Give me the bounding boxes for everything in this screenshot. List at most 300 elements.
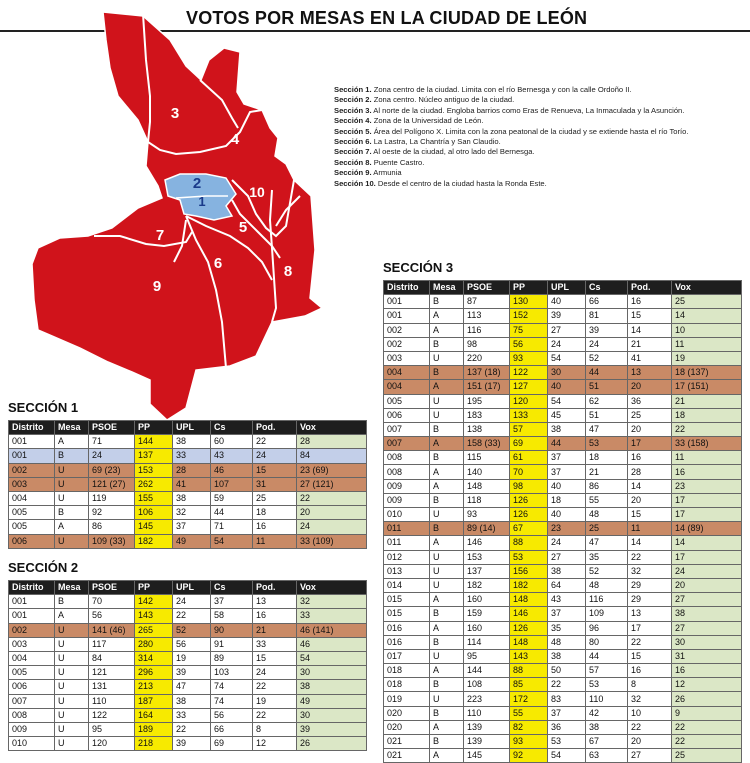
cell-mesa: B [430, 635, 464, 649]
cell-psoe: 115 [464, 451, 510, 465]
cell-pp: 182 [510, 578, 548, 592]
cell-upl: 37 [548, 451, 586, 465]
cell-mesa: U [55, 722, 89, 736]
cell-cs: 25 [586, 522, 628, 536]
cell-pod: 14 [628, 323, 672, 337]
cell-pp: 153 [135, 463, 173, 477]
cell-upl: 40 [548, 508, 586, 522]
table-row [384, 437, 742, 451]
cell-upl: 41 [173, 477, 211, 491]
cell-psoe: 195 [464, 394, 510, 408]
cell-cs: 54 [211, 534, 253, 548]
table-row [384, 735, 742, 749]
cell-upl: 52 [173, 623, 211, 637]
table-row [384, 607, 742, 621]
cell-cs: 81 [586, 309, 628, 323]
cell-mesa: B [430, 607, 464, 621]
cell-mesa: A [430, 323, 464, 337]
cell-upl: 49 [173, 534, 211, 548]
cell-vox: 17 [672, 508, 742, 522]
cell-psoe: 95 [464, 649, 510, 663]
cell-distrito: 009 [384, 479, 430, 493]
cell-psoe: 119 [89, 491, 135, 505]
table-row [9, 449, 367, 463]
cell-pod: 17 [628, 437, 672, 451]
cell-cs: 48 [586, 578, 628, 592]
cell-pp: 213 [135, 680, 173, 694]
cell-pod: 18 [253, 506, 297, 520]
cell-psoe: 114 [464, 635, 510, 649]
cell-mesa: A [430, 437, 464, 451]
cell-vox: 14 [672, 309, 742, 323]
cell-psoe: 137 [464, 564, 510, 578]
cell-pod: 8 [253, 722, 297, 736]
cell-cs: 74 [211, 680, 253, 694]
cell-distrito: 006 [9, 534, 55, 548]
cell-distrito: 010 [384, 508, 430, 522]
cell-upl: 24 [173, 595, 211, 609]
cell-pod: 20 [628, 493, 672, 507]
cell-mesa: A [430, 536, 464, 550]
cell-upl: 54 [548, 749, 586, 763]
cell-pod: 16 [253, 609, 297, 623]
table-row [9, 722, 367, 736]
cell-mesa: U [430, 564, 464, 578]
table-row [384, 366, 742, 380]
cell-mesa: B [55, 595, 89, 609]
cell-psoe: 153 [464, 550, 510, 564]
cell-mesa: A [430, 380, 464, 394]
cell-vox: 17 [672, 493, 742, 507]
cell-psoe: 92 [89, 506, 135, 520]
legend-label: Sección 3. [334, 105, 372, 115]
cell-psoe: 118 [464, 493, 510, 507]
column-header-vox: Vox [297, 581, 367, 595]
cell-upl: 40 [548, 295, 586, 309]
cell-psoe: 141 (46) [89, 623, 135, 637]
table-row [384, 621, 742, 635]
table-row [9, 694, 367, 708]
cell-cs: 56 [211, 708, 253, 722]
cell-mesa: B [55, 506, 89, 520]
cell-mesa: A [430, 309, 464, 323]
cell-mesa: U [55, 491, 89, 505]
table-row [9, 680, 367, 694]
section-3-table [383, 280, 742, 763]
column-header-cs: Cs [211, 581, 253, 595]
cell-cs: 80 [586, 635, 628, 649]
cell-vox: 22 [672, 735, 742, 749]
cell-vox: 10 [672, 323, 742, 337]
legend-text: La Lastra, La Chantría y San Claudio. [371, 137, 501, 147]
legend-item [334, 95, 744, 105]
cell-distrito: 001 [9, 609, 55, 623]
cell-mesa: A [430, 465, 464, 479]
cell-cs: 18 [586, 451, 628, 465]
cell-distrito: 008 [384, 451, 430, 465]
cell-cs: 89 [211, 651, 253, 665]
cell-psoe: 145 [464, 749, 510, 763]
cell-mesa: B [430, 706, 464, 720]
cell-vox: 30 [297, 666, 367, 680]
cell-distrito: 007 [9, 694, 55, 708]
cell-mesa: B [430, 366, 464, 380]
cell-vox: 39 [297, 722, 367, 736]
cell-pp: 137 [135, 449, 173, 463]
cell-pod: 22 [628, 720, 672, 734]
table-row [384, 295, 742, 309]
section-1-table [8, 420, 367, 549]
table-row [384, 692, 742, 706]
cell-vox: 23 (69) [297, 463, 367, 477]
cell-mesa: A [430, 593, 464, 607]
cell-upl: 27 [548, 323, 586, 337]
map-label-3: 3 [170, 105, 180, 122]
column-header-pp: PP [135, 421, 173, 435]
cell-pp: 145 [135, 520, 173, 534]
cell-pod: 41 [628, 351, 672, 365]
column-header-distrito: Distrito [9, 581, 55, 595]
table-header-row [9, 421, 367, 435]
cell-distrito: 018 [384, 678, 430, 692]
cell-cs: 48 [586, 508, 628, 522]
cell-pp: 98 [510, 479, 548, 493]
cell-mesa: U [430, 351, 464, 365]
cell-vox: 32 [297, 595, 367, 609]
cell-vox: 22 [672, 720, 742, 734]
table-row [384, 337, 742, 351]
cell-mesa: U [55, 666, 89, 680]
cell-mesa: U [430, 394, 464, 408]
cell-cs: 86 [586, 479, 628, 493]
legend-text: Desde el centro de la ciudad hasta la Ronda Este. [375, 178, 547, 188]
legend-text: Zona de la Universidad de León. [371, 116, 484, 126]
cell-pp: 106 [135, 506, 173, 520]
cell-mesa: U [55, 737, 89, 751]
cell-pod: 24 [253, 666, 297, 680]
cell-cs: 107 [211, 477, 253, 491]
cell-distrito: 017 [384, 649, 430, 663]
cell-psoe: 148 [464, 479, 510, 493]
cell-distrito: 008 [9, 708, 55, 722]
cell-pod: 16 [628, 451, 672, 465]
cell-mesa: U [55, 651, 89, 665]
legend-item [334, 137, 744, 147]
cell-cs: 44 [211, 506, 253, 520]
map-label-7: 7 [155, 227, 165, 244]
cell-vox: 18 (137) [672, 366, 742, 380]
cell-mesa: U [430, 508, 464, 522]
cell-cs: 109 [586, 607, 628, 621]
cell-psoe: 95 [89, 722, 135, 736]
cell-psoe: 120 [89, 737, 135, 751]
cell-pod: 14 [628, 536, 672, 550]
table-row [384, 550, 742, 564]
cell-distrito: 015 [384, 607, 430, 621]
cell-cs: 52 [586, 564, 628, 578]
cell-mesa: B [430, 493, 464, 507]
cell-mesa: U [430, 550, 464, 564]
cell-pp: 156 [510, 564, 548, 578]
cell-upl: 28 [173, 463, 211, 477]
cell-vox: 14 (89) [672, 522, 742, 536]
cell-upl: 54 [548, 394, 586, 408]
cell-psoe: 110 [89, 694, 135, 708]
cell-vox: 54 [297, 651, 367, 665]
cell-pp: 126 [510, 508, 548, 522]
cell-pod: 15 [253, 463, 297, 477]
cell-mesa: A [430, 749, 464, 763]
table-header-row [384, 281, 742, 295]
cell-distrito: 006 [9, 680, 55, 694]
legend-label: Sección 10. [334, 178, 376, 188]
cell-upl: 50 [548, 664, 586, 678]
cell-pod: 19 [253, 694, 297, 708]
legend-label: Sección 8. [334, 157, 372, 167]
cell-mesa: U [55, 694, 89, 708]
cell-pp: 314 [135, 651, 173, 665]
cell-cs: 58 [211, 609, 253, 623]
cell-cs: 63 [586, 749, 628, 763]
cell-vox: 9 [672, 706, 742, 720]
cell-distrito: 009 [9, 722, 55, 736]
cell-cs: 39 [586, 323, 628, 337]
cell-psoe: 121 (27) [89, 477, 135, 491]
cell-upl: 33 [173, 449, 211, 463]
cell-distrito: 001 [384, 295, 430, 309]
table-row [9, 435, 367, 449]
legend-text: Área del Polígono X. Limita con la zona peatonal de la ciudad y se extiende hasta el río Torío. [371, 126, 689, 136]
cell-pod: 22 [253, 708, 297, 722]
legend-item [334, 85, 744, 95]
cell-mesa: U [430, 408, 464, 422]
legend-item [334, 158, 744, 168]
table-row [384, 720, 742, 734]
cell-psoe: 113 [464, 309, 510, 323]
cell-pp: 265 [135, 623, 173, 637]
map-label-1: 1 [198, 194, 206, 209]
section-2-title: SECCIÓN 2 [8, 560, 79, 575]
cell-cs: 21 [586, 465, 628, 479]
cell-pod: 22 [628, 550, 672, 564]
cell-vox: 21 [672, 394, 742, 408]
column-header-pp: PP [135, 581, 173, 595]
column-header-distrito: Distrito [9, 421, 55, 435]
legend-label: Sección 6. [334, 137, 372, 147]
column-header-psoe: PSOE [89, 581, 135, 595]
column-header-mesa: Mesa [430, 281, 464, 295]
cell-pod: 10 [628, 706, 672, 720]
cell-pp: 61 [510, 451, 548, 465]
table-row [384, 564, 742, 578]
cell-cs: 44 [586, 366, 628, 380]
legend-label: Sección 5. [334, 126, 372, 136]
cell-pp: 144 [135, 435, 173, 449]
district-map [30, 10, 330, 430]
cell-vox: 22 [672, 422, 742, 436]
cell-cs: 103 [211, 666, 253, 680]
cell-pp: 146 [510, 607, 548, 621]
cell-psoe: 151 (17) [464, 380, 510, 394]
table-row [384, 593, 742, 607]
legend-text: Al oeste de la ciudad, al otro lado del Bernesga. [371, 147, 535, 157]
cell-psoe: 139 [464, 720, 510, 734]
cell-vox: 19 [672, 351, 742, 365]
column-header-vox: Vox [297, 421, 367, 435]
table-row [384, 422, 742, 436]
table-row [384, 635, 742, 649]
cell-distrito: 006 [384, 408, 430, 422]
column-header-upl: UPL [173, 581, 211, 595]
cell-pod: 15 [253, 651, 297, 665]
legend-text: Armunia [371, 168, 402, 178]
cell-vox: 17 (151) [672, 380, 742, 394]
cell-distrito: 004 [9, 491, 55, 505]
legend-label: Sección 2. [334, 95, 372, 105]
cell-upl: 38 [548, 422, 586, 436]
column-header-psoe: PSOE [89, 421, 135, 435]
cell-upl: 33 [173, 708, 211, 722]
cell-distrito: 008 [384, 465, 430, 479]
table-row [9, 651, 367, 665]
cell-cs: 116 [586, 593, 628, 607]
cell-distrito: 013 [384, 564, 430, 578]
page-title: VOTOS POR MESAS EN LA CIUDAD DE LEÓN [186, 8, 588, 28]
cell-vox: 31 [672, 649, 742, 663]
cell-pod: 15 [628, 309, 672, 323]
cell-upl: 19 [173, 651, 211, 665]
table-row [384, 479, 742, 493]
table-row [9, 666, 367, 680]
cell-pp: 55 [510, 706, 548, 720]
cell-upl: 44 [548, 437, 586, 451]
cell-pp: 85 [510, 678, 548, 692]
column-header-pp: PP [510, 281, 548, 295]
cell-upl: 64 [548, 578, 586, 592]
cell-mesa: A [430, 621, 464, 635]
cell-pod: 13 [628, 607, 672, 621]
table-row [9, 534, 367, 548]
cell-vox: 16 [672, 664, 742, 678]
table-row [384, 536, 742, 550]
cell-psoe: 158 (33) [464, 437, 510, 451]
cell-distrito: 011 [384, 522, 430, 536]
table-row [9, 595, 367, 609]
cell-pod: 13 [628, 366, 672, 380]
table-row [384, 451, 742, 465]
cell-psoe: 110 [464, 706, 510, 720]
cell-pod: 22 [628, 635, 672, 649]
column-header-pod: Pod. [253, 421, 297, 435]
section-1-title: SECCIÓN 1 [8, 400, 79, 415]
cell-pp: 218 [135, 737, 173, 751]
cell-upl: 38 [173, 694, 211, 708]
cell-upl: 45 [548, 408, 586, 422]
table-row [384, 706, 742, 720]
cell-cs: 110 [586, 692, 628, 706]
cell-cs: 66 [211, 722, 253, 736]
cell-pod: 11 [253, 534, 297, 548]
cell-mesa: A [430, 664, 464, 678]
cell-distrito: 004 [384, 366, 430, 380]
cell-psoe: 71 [89, 435, 135, 449]
cell-cs: 46 [211, 463, 253, 477]
cell-upl: 37 [548, 465, 586, 479]
cell-distrito: 007 [384, 437, 430, 451]
cell-upl: 37 [548, 706, 586, 720]
cell-distrito: 021 [384, 749, 430, 763]
table-row [384, 380, 742, 394]
cell-cs: 24 [586, 337, 628, 351]
cell-psoe: 160 [464, 621, 510, 635]
table-row [9, 463, 367, 477]
cell-upl: 56 [173, 637, 211, 651]
cell-cs: 47 [586, 536, 628, 550]
cell-vox: 16 [672, 465, 742, 479]
cell-mesa: U [55, 534, 89, 548]
cell-pod: 8 [628, 678, 672, 692]
cell-psoe: 137 (18) [464, 366, 510, 380]
cell-pod: 33 [253, 637, 297, 651]
cell-pod: 11 [628, 522, 672, 536]
cell-upl: 39 [173, 666, 211, 680]
map-label-10: 10 [249, 184, 265, 200]
section-2-table [8, 580, 367, 751]
cell-psoe: 223 [464, 692, 510, 706]
map-label-6: 6 [213, 255, 223, 272]
table-row [9, 623, 367, 637]
cell-mesa: B [430, 735, 464, 749]
cell-pp: 69 [510, 437, 548, 451]
cell-mesa: U [55, 637, 89, 651]
cell-vox: 14 [672, 536, 742, 550]
cell-distrito: 014 [384, 578, 430, 592]
cell-upl: 30 [548, 366, 586, 380]
cell-psoe: 108 [464, 678, 510, 692]
cell-upl: 36 [548, 720, 586, 734]
table-row [9, 477, 367, 491]
cell-psoe: 116 [464, 323, 510, 337]
cell-upl: 35 [548, 621, 586, 635]
cell-distrito: 001 [9, 435, 55, 449]
cell-psoe: 93 [464, 508, 510, 522]
column-header-pod: Pod. [628, 281, 672, 295]
cell-distrito: 019 [384, 692, 430, 706]
cell-cs: 51 [586, 380, 628, 394]
cell-vox: 18 [672, 408, 742, 422]
cell-mesa: U [55, 477, 89, 491]
cell-upl: 22 [173, 609, 211, 623]
cell-psoe: 122 [89, 708, 135, 722]
cell-distrito: 001 [9, 595, 55, 609]
cell-distrito: 003 [384, 351, 430, 365]
map-region-red [32, 12, 322, 420]
cell-cs: 74 [211, 694, 253, 708]
cell-pp: 88 [510, 664, 548, 678]
cell-distrito: 005 [9, 520, 55, 534]
cell-psoe: 140 [464, 465, 510, 479]
table-row [9, 609, 367, 623]
cell-pod: 32 [628, 564, 672, 578]
cell-pp: 70 [510, 465, 548, 479]
cell-distrito: 005 [9, 506, 55, 520]
cell-cs: 35 [586, 550, 628, 564]
cell-pp: 82 [510, 720, 548, 734]
cell-upl: 32 [173, 506, 211, 520]
cell-pp: 122 [510, 366, 548, 380]
cell-vox: 24 [297, 520, 367, 534]
cell-pp: 67 [510, 522, 548, 536]
